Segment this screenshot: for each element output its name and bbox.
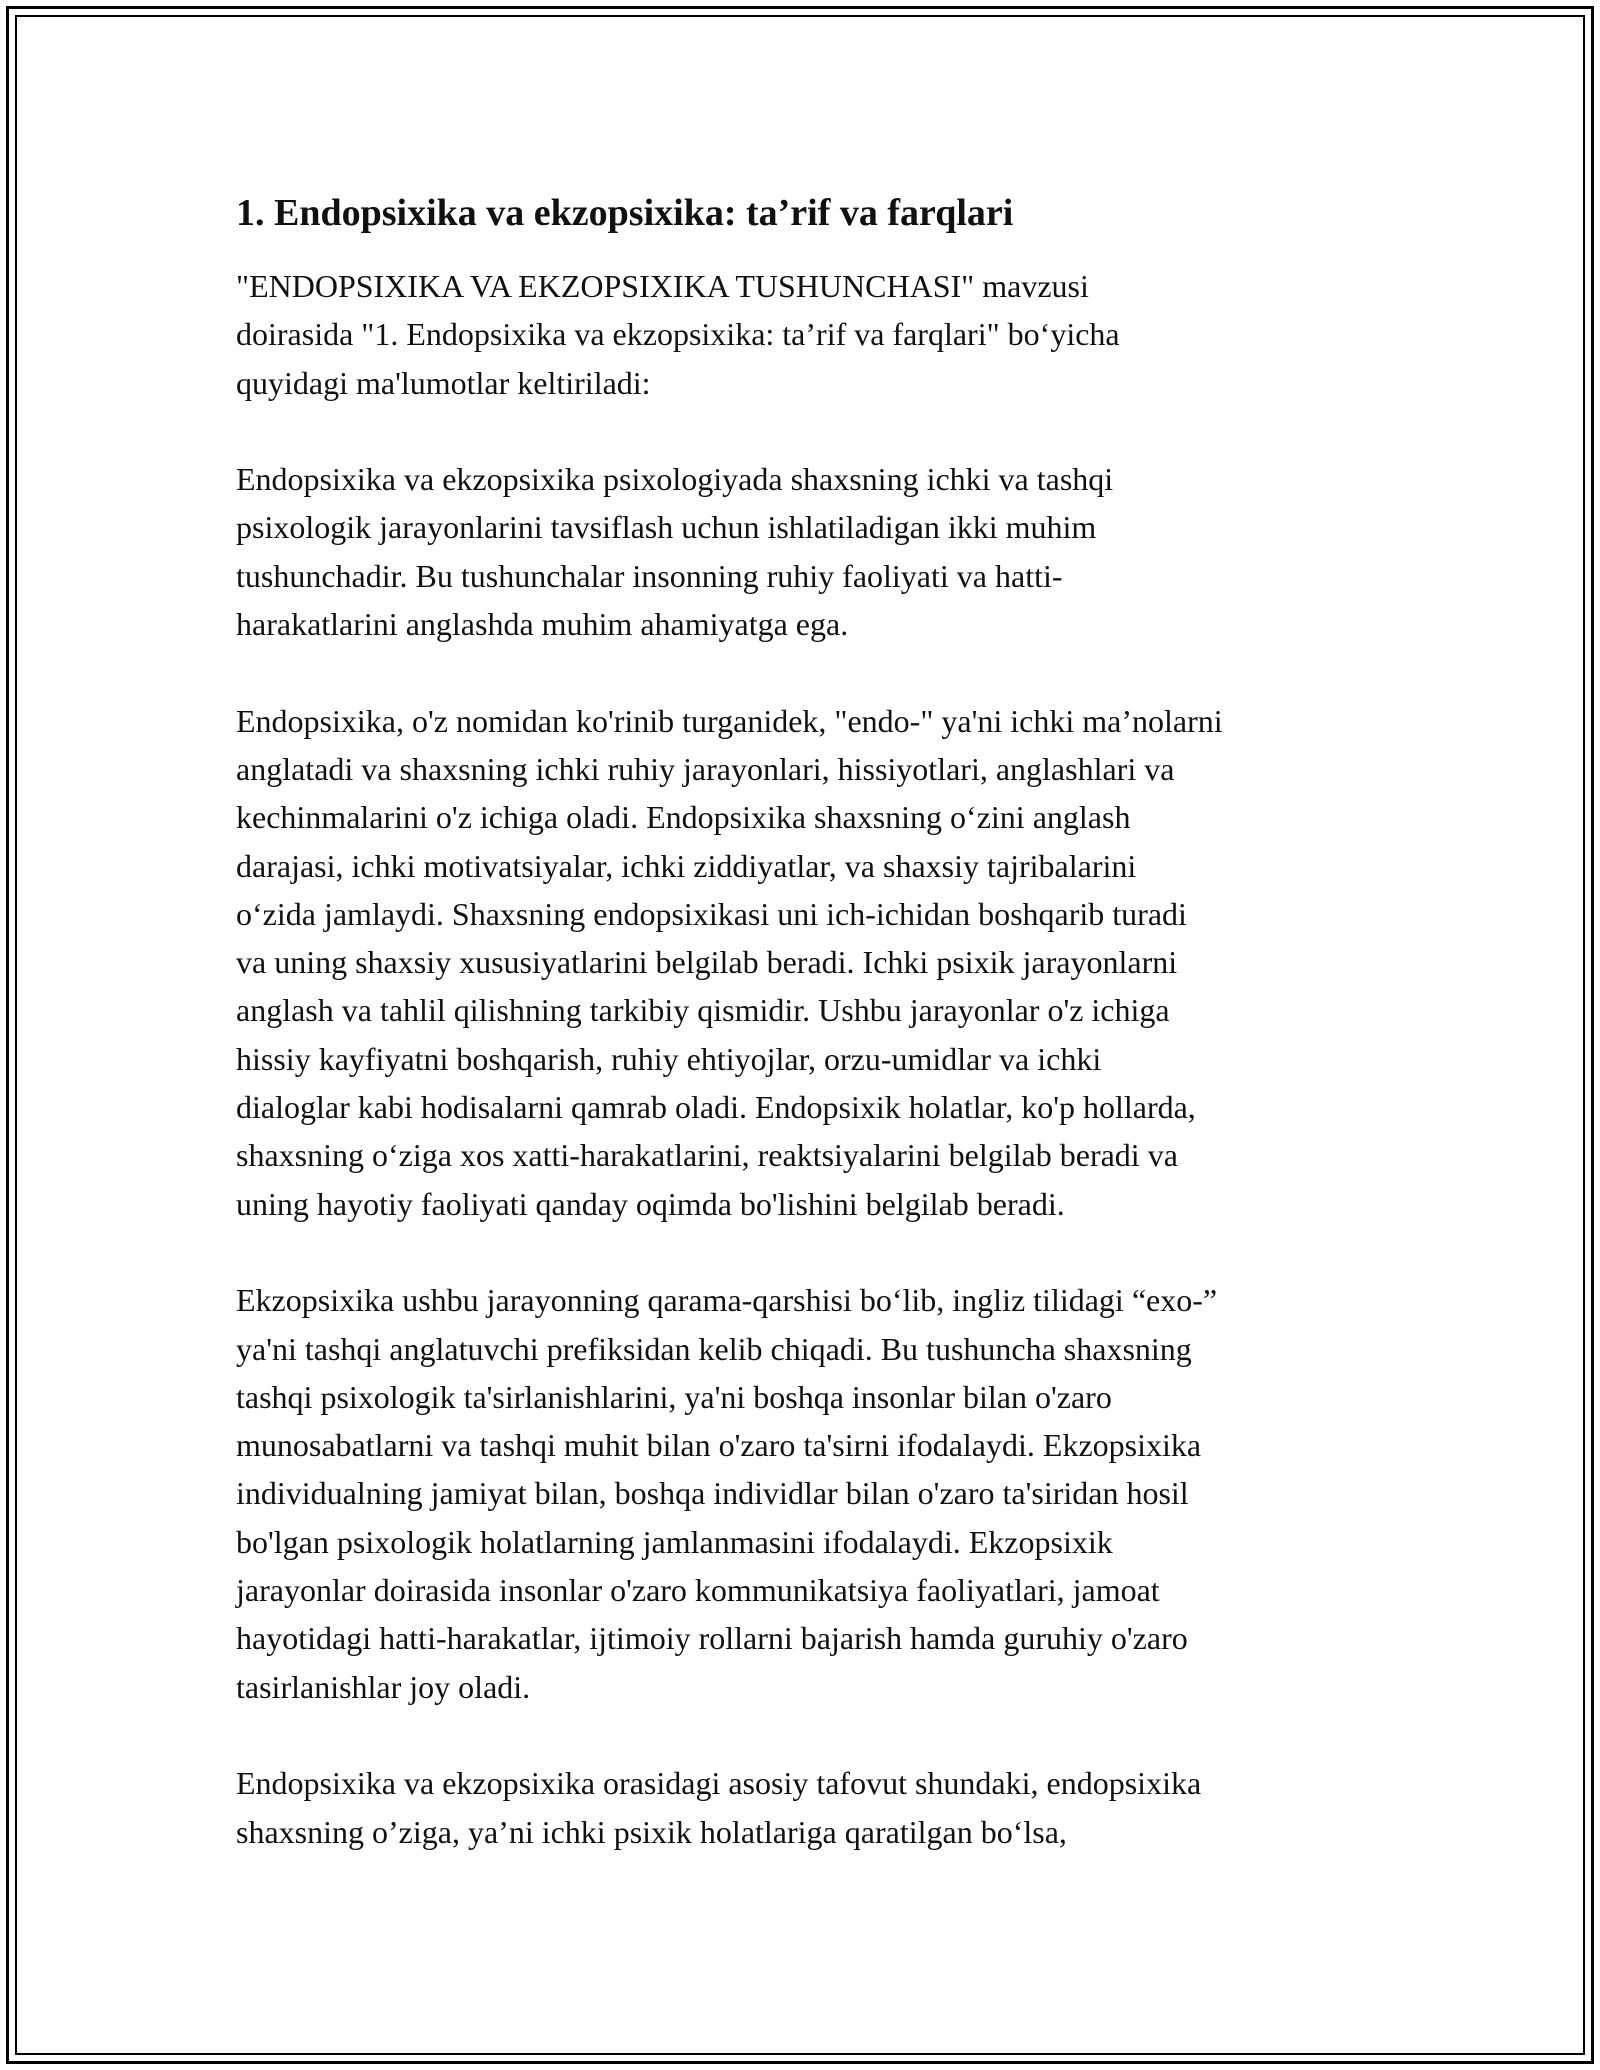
text-line: shaxsning o‘ziga xos xatti-harakatlarini, reaktsiyalarini belgilab beradi va <box>236 1137 1178 1174</box>
document-page <box>236 186 1376 1904</box>
text-line: Endopsixika va ekzopsixika orasidagi asosiy tafovut shundaki, endopsixika <box>236 1765 1202 1802</box>
section-heading: 1. Endopsixika va ekzopsixika: ta’rif va farqlari <box>236 192 1014 234</box>
text-line: tushunchadir. Bu tushunchalar insonning ruhiy faoliyati va hatti- <box>236 557 1063 594</box>
text-line: o‘zida jamlaydi. Shaxsning endopsixikasi uni ich-ichidan boshqarib turadi <box>236 895 1187 932</box>
text-line: anglash va tahlil qilishning tarkibiy qismidir. Ushbu jarayonlar o'z ichiga <box>236 992 1170 1029</box>
text-line: shaxsning o’ziga, ya’ni ichki psixik holatlariga qaratilgan bo‘lsa, <box>236 1813 1067 1850</box>
paragraph <box>236 697 1376 1228</box>
document-body <box>236 262 1376 1856</box>
text-line: va uning shaxsiy xususiyatlarini belgilab beradi. Ichki psixik jarayonlarni <box>236 944 1178 981</box>
text-line: uning hayotiy faoliyati qanday oqimda bo'lishini belgilab beradi. <box>236 1185 1065 1222</box>
paragraph <box>236 1759 1376 1856</box>
paragraph <box>236 1276 1376 1711</box>
text-line: quyidagi ma'lumotlar keltiriladi: <box>236 364 651 401</box>
text-line: hissiy kayfiyatni boshqarish, ruhiy ehtiyojlar, orzu-umidlar va ichki <box>236 1040 1102 1077</box>
text-line: hayotidagi hatti-harakatlar, ijtimoiy rollarni bajarish hamda guruhiy o'zaro <box>236 1620 1188 1657</box>
text-line: psixologik jarayonlarini tavsiflash uchun ishlatiladigan ikki muhim <box>236 509 1097 546</box>
text-line: individualning jamiyat bilan, boshqa individlar bilan o'zaro ta'siridan hosil <box>236 1475 1189 1512</box>
paragraph <box>236 455 1376 648</box>
text-line: ya'ni tashqi anglatuvchi prefiksidan kelib chiqadi. Bu tushuncha shaxsning <box>236 1330 1192 1367</box>
text-line: Endopsixika va ekzopsixika psixologiyada shaxsning ichki va tashqi <box>236 461 1114 498</box>
text-line: "ENDOPSIXIKA VA EKZOPSIXIKA TUSHUNCHASI" mavzusi <box>236 268 1089 304</box>
text-line: bo'lgan psixologik holatlarning jamlanmasini ifodalaydi. Ekzopsixik <box>236 1523 1113 1560</box>
paragraph <box>236 262 1376 407</box>
text-line: kechinmalarini o'z ichiga oladi. Endopsixika shaxsning o‘zini anglash <box>236 799 1131 836</box>
text-line: doirasida "1. Endopsixika va ekzopsixika: ta’rif va farqlari" bo‘yicha <box>236 316 1120 353</box>
text-line: Ekzopsixika ushbu jarayonning qarama-qarshisi bo‘lib, ingliz tilidagi “exo-” <box>236 1282 1218 1319</box>
text-line: dialoglar kabi hodisalarni qamrab oladi. Endopsixik holatlar, ko'p hollarda, <box>236 1089 1196 1126</box>
text-line: harakatlarini anglashda muhim ahamiyatga ega. <box>236 606 849 643</box>
text-line: tasirlanishlar joy oladi. <box>236 1668 531 1705</box>
text-line: darajasi, ichki motivatsiyalar, ichki ziddiyatlar, va shaxsiy tajribalarini <box>236 847 1137 884</box>
text-line: jarayonlar doirasida insonlar o'zaro kommunikatsiya faoliyatlari, jamoat <box>236 1572 1160 1609</box>
text-line: munosabatlarni va tashqi muhit bilan o'zaro ta'sirni ifodalaydi. Ekzopsixika <box>236 1427 1202 1464</box>
text-line: Endopsixika, o'z nomidan ko'rinib turganidek, "endo-" ya'ni ichki ma’nolarni <box>236 702 1223 739</box>
text-line: tashqi psixologik ta'sirlanishlarini, ya'ni boshqa insonlar bilan o'zaro <box>236 1378 1112 1415</box>
text-line: anglatadi va shaxsning ichki ruhiy jarayonlari, hissiyotlari, anglashlari va <box>236 750 1175 787</box>
